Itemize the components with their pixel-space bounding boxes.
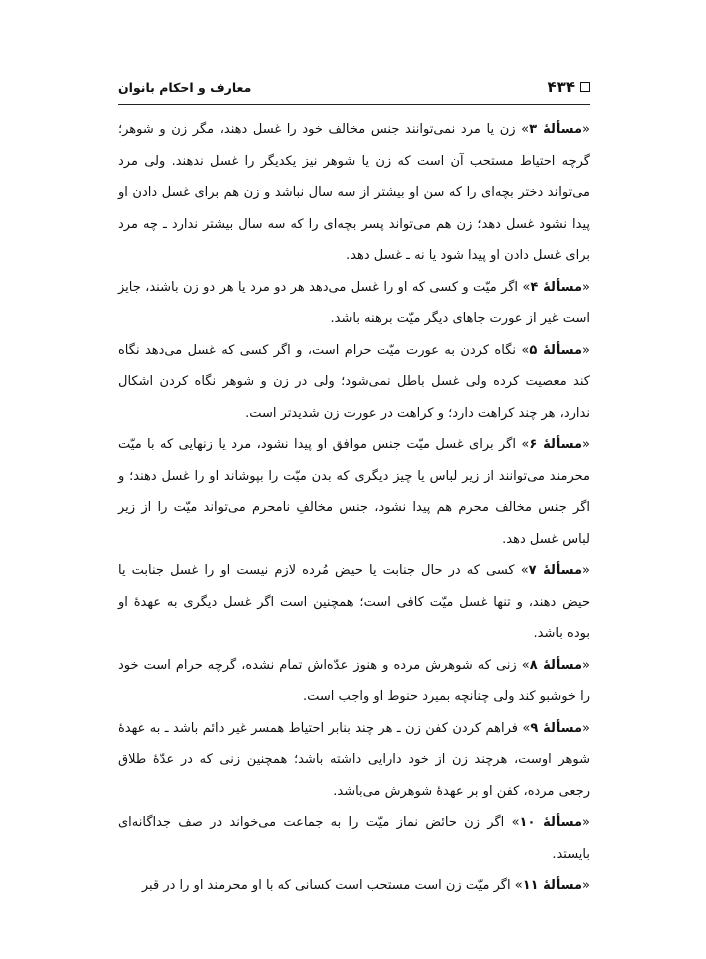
masale-text: اگر میّت و کسی که او را غسل می‌دهد هر دو مرد یا هر دو زن باشند، جایز است غیر از عورت جاهای دیگر میّت برهنه باشد. [118,279,590,326]
masale-paragraph: «مسألۀ ۹» فراهم کردن کفن زن ـ هر چند بنابر احتیاط همسر غیر دائم باشد ـ به عهدۀ شوهر اوست، هرچند زن از خود دارایی داشته باشد؛ همچنین زنی که در عدّۀ طلاق رجعی مرده، کفن او بر عهدۀ شوهرش می‌باشد. [118,720,590,799]
masale-label: مسألۀ ۱۰ [519,815,583,830]
masale-paragraph: «مسألۀ ۸» زنی که شوهرش مرده و هنوز عدّه‌اش تمام نشده، گرچه حرام است خود را خوشبو کند ولی چنانچه بمیرد حنوط او واجب است. [118,657,590,704]
masale-paragraph: «مسألۀ ۱۰» اگر زن حائض نماز میّت را به جماعت می‌خواند در صف جداگانه‌ای بایستد. [118,815,591,862]
masale-text: زنی که شوهرش مرده و هنوز عدّه‌اش تمام نشده، گرچه حرام است خود را خوشبو کند ولی چنانچه بمیرد حنوط او واجب است. [118,657,590,704]
page-number-group [548,78,590,96]
masale-paragraph: «مسألۀ ۴» اگر میّت و کسی که او را غسل می‌دهد هر دو مرد یا هر دو زن باشند، جایز است غیر از عورت جاهای دیگر میّت برهنه باشد. [118,279,590,326]
masale-label: مسألۀ ۷ [528,563,583,578]
masale-text: کسی که در حال جنابت یا حیض مُرده لازم نیست او را غسل جنابت یا حیض دهند، و تنها غسل میّت کافی است؛ همچنین است اگر غسل دیگری به عهدۀ او بوده باشد. [118,563,590,641]
masale-label: مسألۀ ۶ [529,437,583,452]
masale-label: مسألۀ ۳ [529,122,583,137]
running-title: معارف و احکام بانوان [118,80,252,95]
masale-label: مسألۀ ۹ [530,720,583,736]
page-body [118,114,590,902]
masale-label: مسألۀ ۴ [530,279,583,295]
masale-paragraph: «مسألۀ ۱۱» اگر میّت زن است مستحب است کسانی که با او محرمند او را در قبر [141,878,590,893]
square-bullet-icon [580,82,590,92]
masale-text: فراهم کردن کفن زن ـ هر چند بنابر احتیاط همسر غیر دائم باشد ـ به عهدۀ شوهر اوست، هرچند زن از خود دارایی داشته باشد؛ همچنین زنی که در عدّۀ طلاق رجعی مرده، کفن او بر عهدۀ شوهرش می‌باشد. [118,720,590,799]
masale-paragraph: «مسألۀ ۳» زن یا مرد نمی‌توانند جنس مخالف خود را غسل دهند، مگر زن و شوهر؛ گرچه احتیاط مستحب آن است که زن یا شوهر نیز یکدیگر را غسل ندهند. ولی مرد می‌تواند دختر بچه‌ای را که سن او بیشتر از سه سال نباشد و زن هم برای غسل دادن او پیدا نشود غسل دهد؛ زن هم می‌تواند پسر بچه‌ای را که سه سال بیشتر ندارد ـ چه مرد برای غسل دادن او پیدا شود یا نه ـ غسل دهد. [118,122,590,263]
page-number: ۴۳۴ [547,78,575,96]
masale-paragraph: «مسألۀ ۵» نگاه کردن به عورت میّت حرام است، و اگر کسی که غسل می‌دهد نگاه کند معصیت کرده ولی غسل باطل نمی‌شود؛ ولی در زن و شوهر نگاه کردن اشکال ندارد، هر چند کراهت دارد؛ و کراهت در عورت زن شدیدتر است. [118,342,590,421]
page-header [118,78,590,102]
masale-text: اگر میّت زن است مستحب است کسانی که با او محرمند او را در قبر [141,878,511,893]
masale-label: مسألۀ ۵ [529,342,583,358]
masale-text: زن یا مرد نمی‌توانند جنس مخالف خود را غسل دهند، مگر زن و شوهر؛ گرچه احتیاط مستحب آن است که زن یا شوهر نیز یکدیگر را غسل ندهند. ولی مرد می‌تواند دختر بچه‌ای را که سن او بیشتر از سه سال نباشد و زن هم برای غسل دادن او پیدا نشود غسل دهد؛ زن هم می‌تواند پسر بچه‌ای را که سه سال بیشتر ندارد ـ چه مرد برای غسل دادن او پیدا شود یا نه ـ غسل دهد. [118,122,590,263]
masale-text: نگاه کردن به عورت میّت حرام است، و اگر کسی که غسل می‌دهد نگاه کند معصیت کرده ولی غسل باطل نمی‌شود؛ ولی در زن و شوهر نگاه کردن اشکال ندارد، هر چند کراهت دارد؛ و کراهت در عورت زن شدیدتر است. [118,342,590,421]
masale-text: اگر برای غسل میّت جنس موافق او پیدا نشود، مرد یا زنهایی که با میّت محرمند می‌توانند از زیر لباس یا چیز دیگری که بدن میّت را بپوشاند او را غسل دهند؛ و اگر جنس مخالف محرم هم پیدا نشود، جنس مخالفِ نامحرم می‌تواند میّت را از زیر لباس غسل دهد. [118,437,590,547]
masale-label: مسألۀ ۸ [529,657,583,673]
header-divider [118,104,590,105]
masale-label: مسألۀ ۱۱ [522,878,583,893]
masale-paragraph: «مسألۀ ۶» اگر برای غسل میّت جنس موافق او پیدا نشود، مرد یا زنهایی که با میّت محرمند می‌توانند از زیر لباس یا چیز دیگری که بدن میّت را بپوشاند او را غسل دهند؛ و اگر جنس مخالف محرم هم پیدا نشود، جنس مخالفِ نامحرم می‌تواند میّت را از زیر لباس غسل دهد. [118,437,590,547]
masale-paragraph: «مسألۀ ۷» کسی که در حال جنابت یا حیض مُرده لازم نیست او را غسل جنابت یا حیض دهند، و تنها غسل میّت کافی است؛ همچنین است اگر غسل دیگری به عهدۀ او بوده باشد. [118,563,590,641]
masale-text: اگر زن حائض نماز میّت را به جماعت می‌خواند در صف جداگانه‌ای بایستد. [118,815,590,862]
